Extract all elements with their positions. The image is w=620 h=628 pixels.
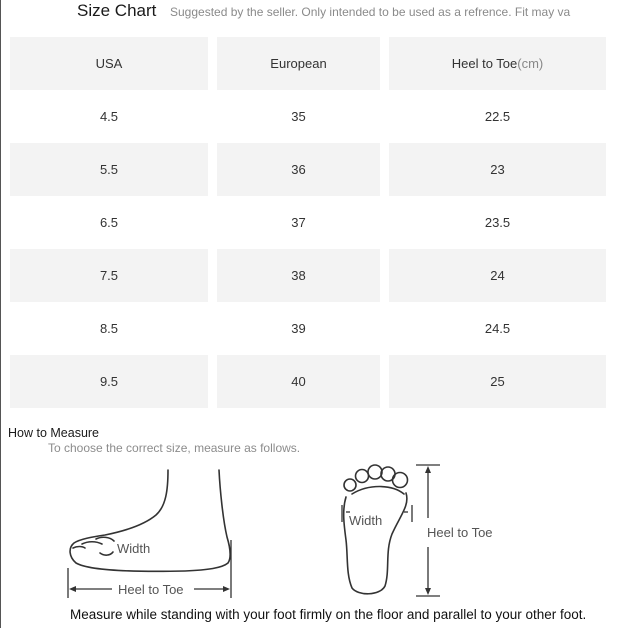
table-row (10, 355, 606, 408)
how-to-measure-subtitle: To choose the correct size, measure as follows. (48, 441, 301, 455)
heel-to-toe-cell: 24.5 (484, 321, 511, 336)
measure-diagram (0, 455, 620, 605)
column-header-heel-to-toe (389, 37, 606, 90)
column-header-usa: USA (10, 37, 208, 90)
page-title: Size Chart (77, 1, 157, 20)
side-width-label: Width (117, 541, 151, 556)
column-header-european: European (217, 37, 380, 90)
heel-to-toe-cell: 22.5 (484, 109, 511, 124)
sole-width-label: Width (349, 513, 383, 528)
european-size-cell: 38 (217, 249, 380, 302)
heel-to-toe-cell: 23 (389, 143, 606, 196)
heel-to-toe-cell: 25 (389, 355, 606, 408)
sole-heel-to-toe-label: Heel to Toe (427, 525, 493, 540)
heel-to-toe-cell: 23.5 (484, 215, 511, 230)
usa-size-cell: 4.5 (99, 109, 119, 124)
how-to-measure-title: How to Measure (8, 426, 100, 440)
table-row (10, 196, 606, 249)
european-size-cell: 37 (291, 215, 306, 230)
european-size-cell: 40 (217, 355, 380, 408)
column-header-heel-to-toe-label: Heel to Toe (451, 56, 518, 71)
usa-size-cell: 9.5 (10, 355, 208, 408)
table-row (10, 302, 606, 355)
side-heel-to-toe-label: Heel to Toe (118, 582, 184, 597)
header (0, 0, 620, 26)
sole-view-foot-illustration (344, 465, 408, 594)
page-subtitle: Suggested by the seller. Only intended to be used as a refrence. Fit may va (170, 5, 571, 19)
column-header-unit: (cm) (517, 56, 544, 71)
european-size-cell: 39 (291, 321, 306, 336)
usa-size-cell: 7.5 (10, 249, 208, 302)
table-row (10, 90, 606, 143)
european-size-cell: 35 (291, 109, 306, 124)
table-row (10, 249, 606, 302)
usa-size-cell: 6.5 (99, 215, 119, 230)
european-size-cell: 36 (217, 143, 380, 196)
usa-size-cell: 5.5 (10, 143, 208, 196)
heel-to-toe-cell: 24 (389, 249, 606, 302)
side-view-foot-illustration (70, 470, 230, 571)
size-table (10, 37, 606, 408)
measure-instruction: Measure while standing with your foot firmly on the floor and parallel to your other foot. (70, 607, 587, 622)
table-row (10, 143, 606, 196)
usa-size-cell: 8.5 (99, 321, 119, 336)
table-header-row (10, 37, 606, 90)
